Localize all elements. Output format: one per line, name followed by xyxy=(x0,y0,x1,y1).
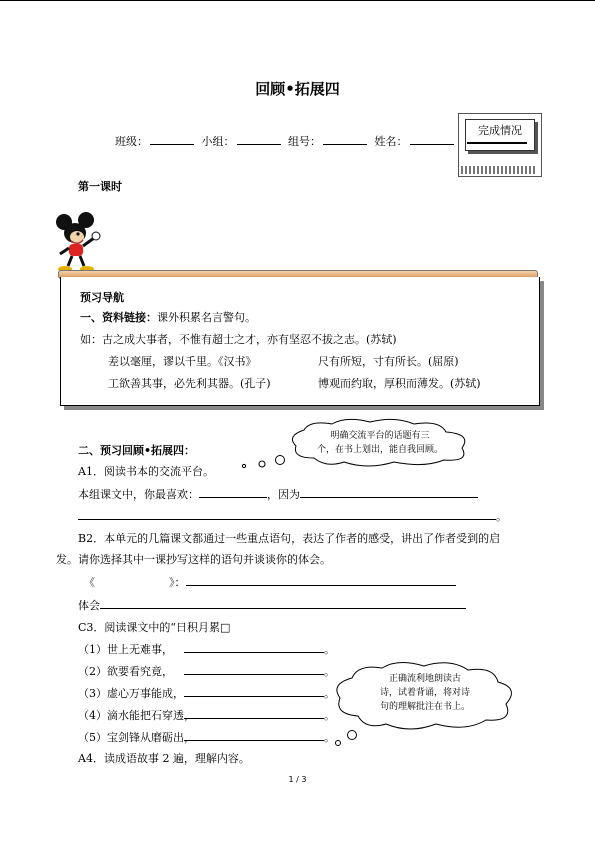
a4-instruction: A4．读成语故事 2 遍，理解内容。 xyxy=(78,752,250,765)
group-label: 小组： xyxy=(201,135,235,148)
quote-1: 差以毫厘，谬以千里。《汉书》 xyxy=(108,355,257,368)
cloud1-text xyxy=(300,429,460,457)
b2-book-line xyxy=(84,574,456,590)
c3-item-2 xyxy=(78,663,335,679)
c3-item-3-text: （3）虚心万事能成， xyxy=(78,687,184,700)
thought-bubbles-1 xyxy=(238,450,288,474)
a1-fill-prefix: 本组课文中，你最喜欢： xyxy=(78,488,199,501)
a1-favorite-blank[interactable] xyxy=(199,486,267,498)
c3-item-5-blank[interactable] xyxy=(184,729,324,741)
c3-item-5-text: （5）宝剑锋从磨砺出， xyxy=(78,731,195,744)
cloud1-line2: 个，在书上划出，能自我回顾。 xyxy=(316,445,443,455)
a1-fill-mid: ，因为 xyxy=(267,488,300,501)
number-blank[interactable] xyxy=(323,134,367,145)
completion-badge xyxy=(458,113,542,177)
quote-2: 尺有所短，寸有所长。(屈原) xyxy=(318,355,459,368)
cloud2-line1: 正确流利地朗读古 xyxy=(388,674,461,684)
completion-badge-label: 完成情况 xyxy=(465,119,535,151)
c3-item-2-text: （2）欲要看究竟， xyxy=(78,665,173,678)
cloud1-line1: 明确交流平台的话题有三 xyxy=(330,431,430,441)
cloud2-line3: 句的理解批注在书上。 xyxy=(379,702,470,712)
name-blank[interactable] xyxy=(410,134,454,145)
feeling-label: 体会 xyxy=(78,599,100,612)
c3-item-1-end: 。 xyxy=(324,643,335,656)
book-close-mark: 》： xyxy=(169,576,186,589)
c3-item-2-end: 。 xyxy=(324,665,335,678)
page-title: 回顾•拓展四 xyxy=(255,80,340,98)
b2-sentence-blank[interactable] xyxy=(186,574,456,586)
example-intro: 如：古之成大事者，不惟有超士之才，亦有坚忍不拔之志。(苏轼) xyxy=(80,333,397,346)
a1-instruction: A1．阅读书本的交流平台。 xyxy=(78,465,214,478)
c3-item-2-blank[interactable] xyxy=(184,663,324,675)
quote-4: 博观而约取，厚积而薄发。(苏轼) xyxy=(318,377,481,390)
page-number: 1 / 3 xyxy=(288,775,307,784)
cartoon-mouse-icon xyxy=(52,212,102,274)
c3-item-5 xyxy=(78,729,335,745)
cloud2-line2: 诗，试着背诵，将对诗 xyxy=(379,688,470,698)
feeling-line xyxy=(78,597,466,613)
a1-fill-line xyxy=(78,486,478,502)
a1-continuation-line xyxy=(78,508,507,524)
c3-item-4 xyxy=(78,707,335,723)
b2-line1: B2．本单元的几篇课文都通过一些重点语句，表达了作者的感受，讲出了作者受到的启 xyxy=(78,532,501,545)
c3-item-1-text: （1）世上无难事， xyxy=(78,643,173,656)
group-blank[interactable] xyxy=(237,134,281,145)
feeling-blank[interactable] xyxy=(100,597,466,609)
class-label: 班级： xyxy=(115,135,148,148)
c3-item-5-end: 。 xyxy=(324,731,335,744)
resource-link-line xyxy=(80,309,256,325)
badge-underline xyxy=(467,142,527,144)
section2-title: 二、预习回顾•拓展四： xyxy=(78,444,196,457)
a1-end-mark: 。 xyxy=(496,510,507,523)
c3-item-4-end: 。 xyxy=(324,709,335,722)
c3-item-3-blank[interactable] xyxy=(184,685,324,697)
c3-item-4-blank[interactable] xyxy=(184,707,324,719)
quote-3: 工欲善其事，必先利其器。(孔子) xyxy=(108,377,271,390)
a1-reason-blank[interactable] xyxy=(300,486,478,498)
c3-item-3 xyxy=(78,685,335,701)
c3-instruction: C3．阅读课文中的“日积月累□ xyxy=(78,621,231,634)
c3-item-1 xyxy=(78,641,335,657)
student-info-line xyxy=(115,133,458,149)
c3-item-3-end: 。 xyxy=(324,687,335,700)
number-label: 组号： xyxy=(288,135,321,148)
class-blank[interactable] xyxy=(150,134,194,145)
a1-continuation-blank[interactable] xyxy=(78,508,496,520)
lesson-heading: 第一课时 xyxy=(78,180,122,193)
preview-heading: 预习导航 xyxy=(80,291,124,304)
resource-link-text: 课外积累名言警句。 xyxy=(157,311,256,324)
c3-item-1-blank[interactable] xyxy=(184,641,324,653)
b2-line2: 发。请你选择其中一课抄写这样的语句并谈谈你的体会。 xyxy=(56,553,331,566)
c3-item-4-text: （4）滴水能把石穿透， xyxy=(78,709,195,722)
name-label: 姓名： xyxy=(374,135,408,148)
top-border-line xyxy=(0,0,595,1)
resource-link-title: 一、资料链接： xyxy=(80,311,157,324)
book-open-mark: 《 xyxy=(84,576,95,589)
thought-bubbles-2 xyxy=(332,722,366,748)
badge-dotted-strip xyxy=(461,166,537,174)
cloud2-text xyxy=(350,672,500,714)
